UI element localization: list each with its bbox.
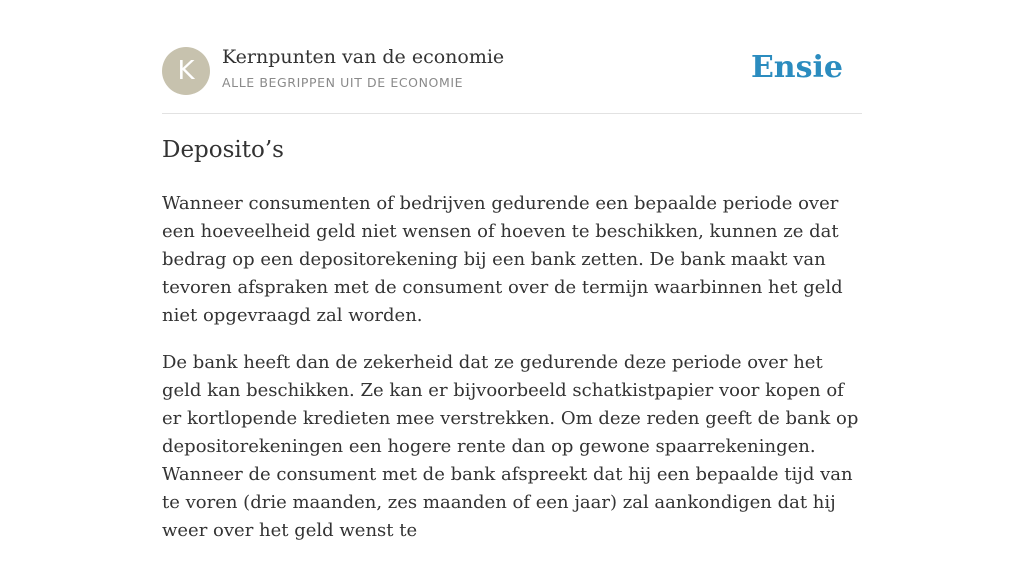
- header: [162, 0, 862, 114]
- entry-title: Deposito’s: [162, 137, 284, 163]
- entry-paragraph: Wanneer consumenten of bedrijven gedurende een bepaalde periode over een hoeveelheid geld niet wensen of hoeven te beschikken, kunnen ze dat bedrag op een depositorekening bij een bank zetten. De bank maakt van tevoren afspraken met de consument over de termijn waarbinnen het geld niet opgevraagd zal worden.: [162, 193, 843, 326]
- entry-paragraph: De bank heeft dan de zekerheid dat ze gedurende deze periode over het geld kan beschikken. Ze kan er bijvoorbeeld schatkistpapier voor kopen of er kortlopende kredieten mee verstrekken. Om deze reden geeft de bank op depositorekeningen een hogere rente dan op gewone spaarrekeningen. Wanneer de consument met de bank afspreekt dat hij een bepaalde tijd van te voren (drie maanden, zes maanden of een jaar) zal aankondigen dat hij weer over het geld wenst te: [162, 352, 859, 541]
- entry-body: [162, 190, 862, 564]
- book-title[interactable]: Kernpunten van de economie: [222, 46, 505, 68]
- avatar[interactable]: K: [162, 47, 210, 95]
- book-subtitle: ALLE BEGRIPPEN UIT DE ECONOMIE: [222, 75, 464, 90]
- content-container: [162, 0, 862, 541]
- ensie-logo[interactable]: Ensie: [750, 50, 843, 85]
